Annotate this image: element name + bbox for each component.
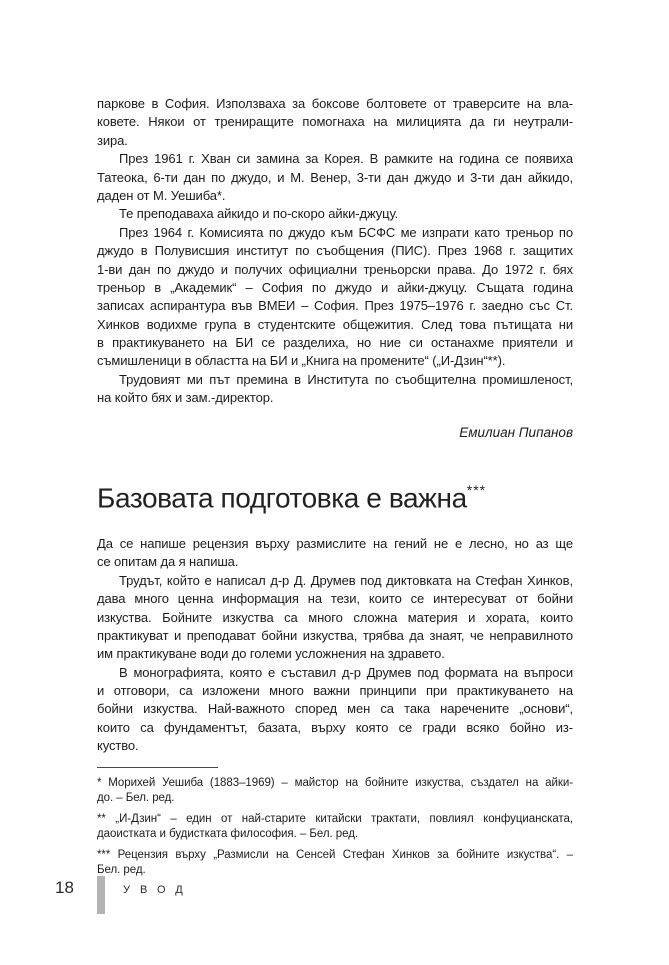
section-paragraphs [97, 535, 573, 756]
footnote-line: * Морихей Уешиба (1883–1969) – майстор на бойните изкуства, създател на айки- [97, 776, 573, 789]
paragraph-line: Трудът, който е написал д-р Д. Друмев под диктовката на Стефан Хинков, [119, 572, 573, 588]
footnote [97, 812, 573, 843]
footnote [97, 848, 573, 879]
paragraph [97, 224, 573, 371]
footnote-line: Бел. ред. [97, 864, 146, 877]
intro-paragraphs [97, 95, 573, 408]
footnote-line: до. – Бел. ред. [97, 792, 175, 805]
paragraph [97, 95, 573, 150]
paragraph-line: се опитам да я напиша. [97, 554, 239, 570]
text-column [97, 95, 573, 884]
footnotes [97, 776, 573, 879]
paragraph [97, 371, 573, 408]
paragraph-line: джудо в Полувисшия институт по съобщения (ПИС). През 1968 г. защитих [97, 243, 573, 259]
heading-footnote-marker: *** [466, 481, 487, 498]
paragraph-line: В монографията, която е съставил д-р Друмев под формата на въпроси [119, 664, 573, 680]
paragraph-line: През 1961 г. Хван си замина за Корея. В рамките на година се появиха [119, 151, 573, 167]
footnote-line: ** „И-Дзин“ – един от най-старите китайски трактати, повлиял конфуцианската, [97, 812, 573, 825]
page-number: 18 [55, 878, 74, 897]
paragraph [97, 572, 573, 664]
paragraph-line: даден от М. Уешиба*. [97, 187, 226, 203]
paragraph-line: съмишленици в областта на БИ и „Книга на промените“ („И-Дзин“**). [97, 353, 506, 369]
paragraph-line: ковете. Някои от трениращите помогнаха на милицията да ги неутрали- [97, 114, 573, 130]
paragraph-line: Те преподаваха айкидо и по-скоро айки-джуцу. [119, 206, 399, 222]
paragraph-line: куство. [97, 738, 139, 754]
paragraph [97, 150, 573, 205]
paragraph [97, 664, 573, 756]
paragraph-line: които са фундаментът, базата, върху която се гради всяко бойно из- [97, 719, 573, 735]
paragraph-line: 1-ви дан по джудо и получих официални треньорски права. До 1972 г. бях [97, 261, 573, 277]
paragraph-line: През 1964 г. Комисията по джудо към БСФС ме изпрати като треньор по [119, 224, 573, 240]
paragraph-line: в практикуването на БИ се разделиха, но ние си останахме приятели и [97, 335, 573, 351]
section-heading [97, 476, 573, 514]
paragraph-line: и отговори, са изложени много важни принципи при практикуването на [97, 683, 573, 699]
paragraph-line: им практикуване води до големи усложнения на здравето. [97, 646, 445, 662]
paragraph-line: Татеока, 6-ти дан по джудо, и М. Венер, 3-ти дан джудо и 3-ти дан айкидо, [97, 169, 573, 185]
paragraph-line: дава много ценна информация на тези, които се интересуват от бойни [97, 591, 573, 607]
section-heading-text: Базовата подготовка е важна [97, 481, 467, 513]
paragraph-line: практикуват и преподават бойни изкуства, трябва да знаят, че неправилното [97, 627, 573, 643]
paragraph-line: изкуства. Бойните изкуства са много сложна материя и хората, които [97, 609, 573, 625]
paragraph-line: треньор в „Академик“ – София по джудо и айки-джуцу. Същата година [97, 279, 573, 295]
paragraph-line: зира. [97, 132, 128, 148]
footnote [97, 776, 573, 807]
footnote-line: *** Рецензия върху „Размисли на Сенсей Стефан Хинков за бойните изкуства“. – [97, 848, 573, 861]
paragraph-line: Хинков водихме група в студентските общежития. След това пътищата ни [97, 316, 573, 332]
footer-section-label: УВОД [123, 884, 193, 896]
paragraph [97, 535, 573, 572]
footer-divider-bar [97, 876, 105, 914]
paragraph-line: записах аспирантура във ВМЕИ – София. През 1975–1976 г. заедно със Ст. [97, 298, 573, 314]
paragraph-line: бойни изкуства. Най-важното според мен са така наречените „основи“, [97, 701, 573, 717]
author-signature: Емилиан Пипанов [459, 424, 573, 440]
footnote-separator [97, 767, 218, 768]
paragraph-line: Да се напише рецензия върху размислите на гений не е лесно, но аз ще [97, 535, 573, 551]
paragraph-line: Трудовият ми път премина в Института по съобщителна промишленост, [119, 371, 573, 387]
paragraph-line: паркове в София. Използваха за боксове болтовете от траверсите на вла- [97, 96, 573, 111]
paragraph-line: на който бях и зам.-директор. [97, 390, 274, 406]
paragraph [97, 205, 573, 223]
footnote-line: даоистката и будистката философия. – Бел. ред. [97, 828, 359, 841]
